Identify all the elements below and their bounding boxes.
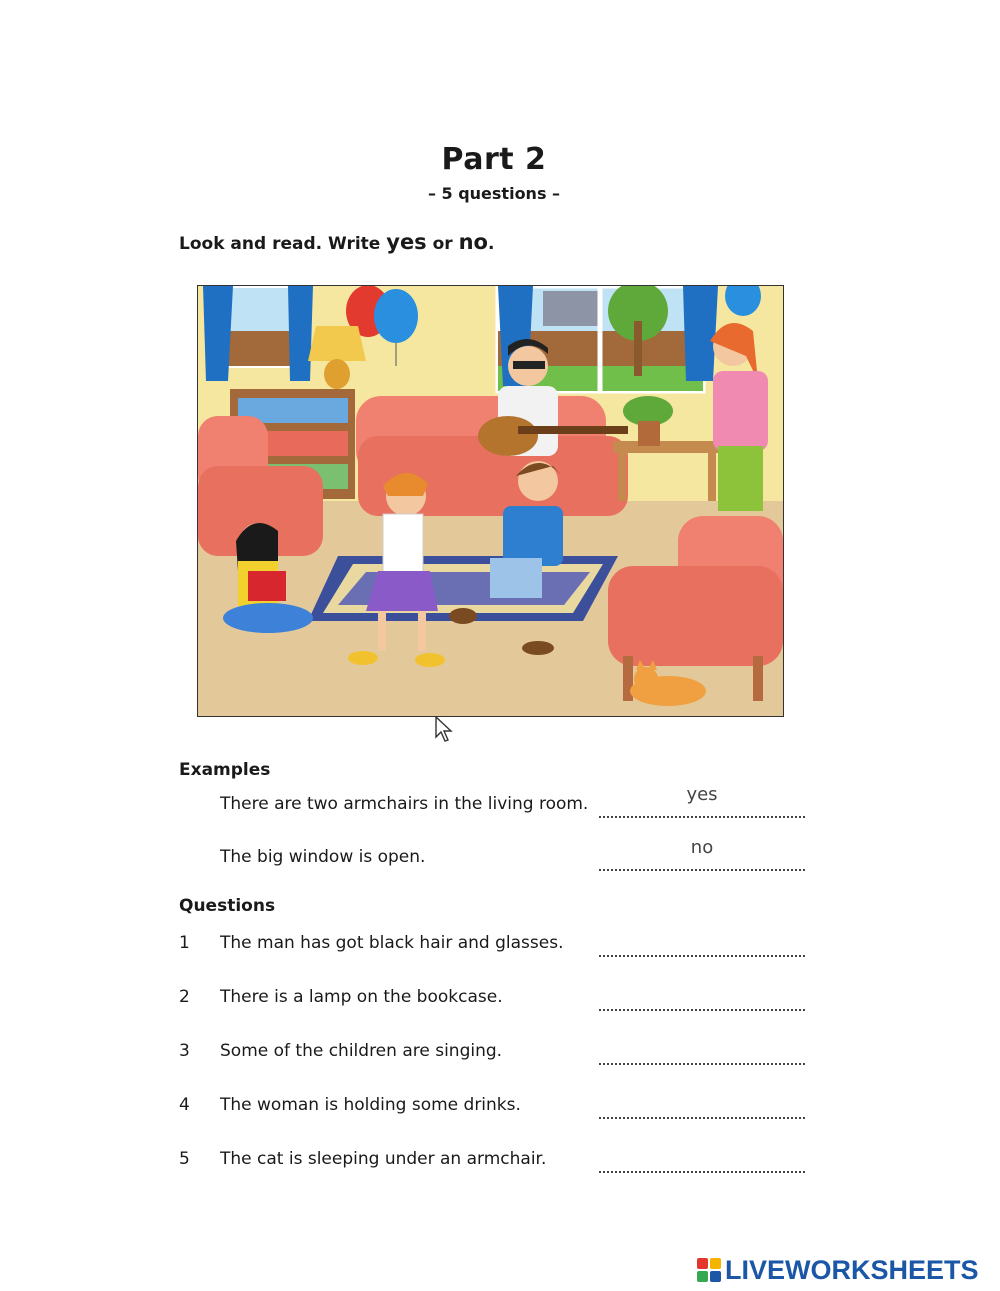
- example-text: There are two armchairs in the living room.: [220, 794, 589, 814]
- question-text: The cat is sleeping under an armchair.: [220, 1149, 547, 1169]
- answer-input-3[interactable]: [599, 1041, 809, 1065]
- liveworksheets-logo[interactable]: [697, 1254, 979, 1286]
- question-number: 1: [179, 933, 190, 953]
- instruction: [179, 230, 494, 254]
- example-row: [179, 837, 809, 877]
- answer-input-5[interactable]: [599, 1149, 809, 1173]
- example-answer: no: [690, 837, 714, 858]
- examples-heading: Examples: [179, 760, 271, 780]
- question-row: [179, 1041, 809, 1071]
- instruction-yes-word: yes: [386, 230, 427, 254]
- question-number: 5: [179, 1149, 190, 1169]
- question-row: [179, 1095, 809, 1125]
- page-title: Part 2: [441, 142, 547, 177]
- answer-input-4[interactable]: [599, 1095, 809, 1119]
- mouse-pointer-icon: [435, 716, 453, 746]
- answer-line: [599, 806, 805, 818]
- logo-mark-icon: [697, 1258, 721, 1282]
- question-row: [179, 1149, 809, 1179]
- example-answer: yes: [686, 784, 718, 805]
- instruction-no-word: no: [458, 230, 488, 254]
- questions-heading: Questions: [179, 896, 276, 916]
- question-number: 2: [179, 987, 190, 1007]
- answer-input-1[interactable]: [599, 933, 809, 957]
- question-text: Some of the children are singing.: [220, 1041, 503, 1061]
- question-text: The man has got black hair and glasses.: [220, 933, 564, 953]
- example-text: The big window is open.: [220, 847, 426, 867]
- question-number: 4: [179, 1095, 190, 1115]
- living-room-picture: [197, 285, 784, 717]
- living-room-illustration: [198, 286, 783, 716]
- instruction-prefix: Look and read. Write: [179, 234, 387, 254]
- instruction-suffix: .: [487, 234, 495, 254]
- example-row: [179, 784, 809, 824]
- question-row: [179, 987, 809, 1017]
- logo-text: LIVEWORKSHEETS: [725, 1254, 979, 1285]
- question-number: 3: [179, 1041, 190, 1061]
- answer-line: [599, 859, 805, 871]
- answer-input-2[interactable]: [599, 987, 809, 1011]
- instruction-middle: or: [426, 234, 459, 254]
- question-text: There is a lamp on the bookcase.: [220, 987, 503, 1007]
- page-subtitle: – 5 questions –: [427, 184, 561, 203]
- question-text: The woman is holding some drinks.: [220, 1095, 521, 1115]
- question-row: [179, 933, 809, 963]
